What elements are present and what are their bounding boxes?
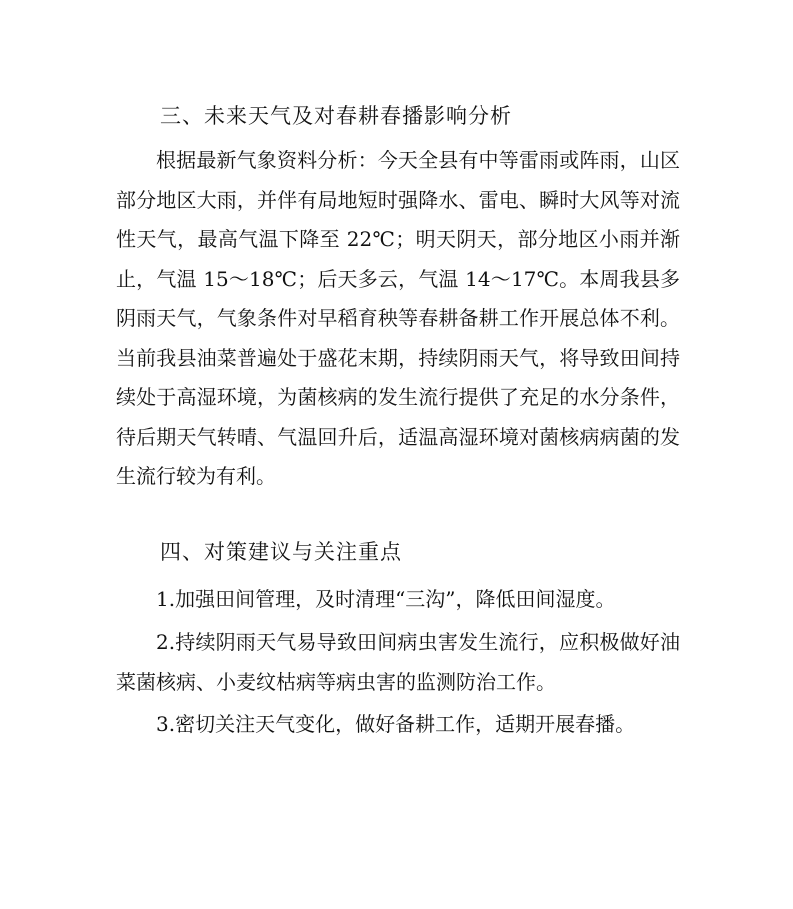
recommendation-item-2: 2.持续阴雨天气易导致田间病虫害发生流行，应积极做好油菜菌核病、小麦纹枯病等病虫害的监测防治工作。 <box>116 630 680 694</box>
recommendation-item-1: 1.加强田间管理，及时清理“三沟”，降低田间湿度。 <box>156 587 616 611</box>
weather-analysis-paragraph: 根据最新气象资料分析：今天全县有中等雷雨或阵雨，山区部分地区大雨，并伴有局地短时强降水、雷电、瞬时大风等对流性天气，最高气温下降至 22℃；明天阴天，部分地区小雨并渐止，气温 15～18℃；后天多云，气温 14～17℃。本周我县多阴雨天气，气象条件对早稻育秧等春耕备耕工作开展总体不利。当前我县油菜普遍处于盛花末期，持续阴雨天气，将导致田间持续处于高湿环境，为菌核病的发生流行提供了充足的水分条件，待后期天气转晴、气温回升后，适温高湿环境对菌核病病菌的发生流行较为有利。 <box>116 148 680 488</box>
section-4-heading: 四、对策建议与关注重点 <box>160 540 402 564</box>
recommendation-item-3: 3.密切关注天气变化，做好备耕工作，适期开展春播。 <box>156 712 636 736</box>
section-3-heading: 三、未来天气及对春耕春播影响分析 <box>160 104 512 128</box>
